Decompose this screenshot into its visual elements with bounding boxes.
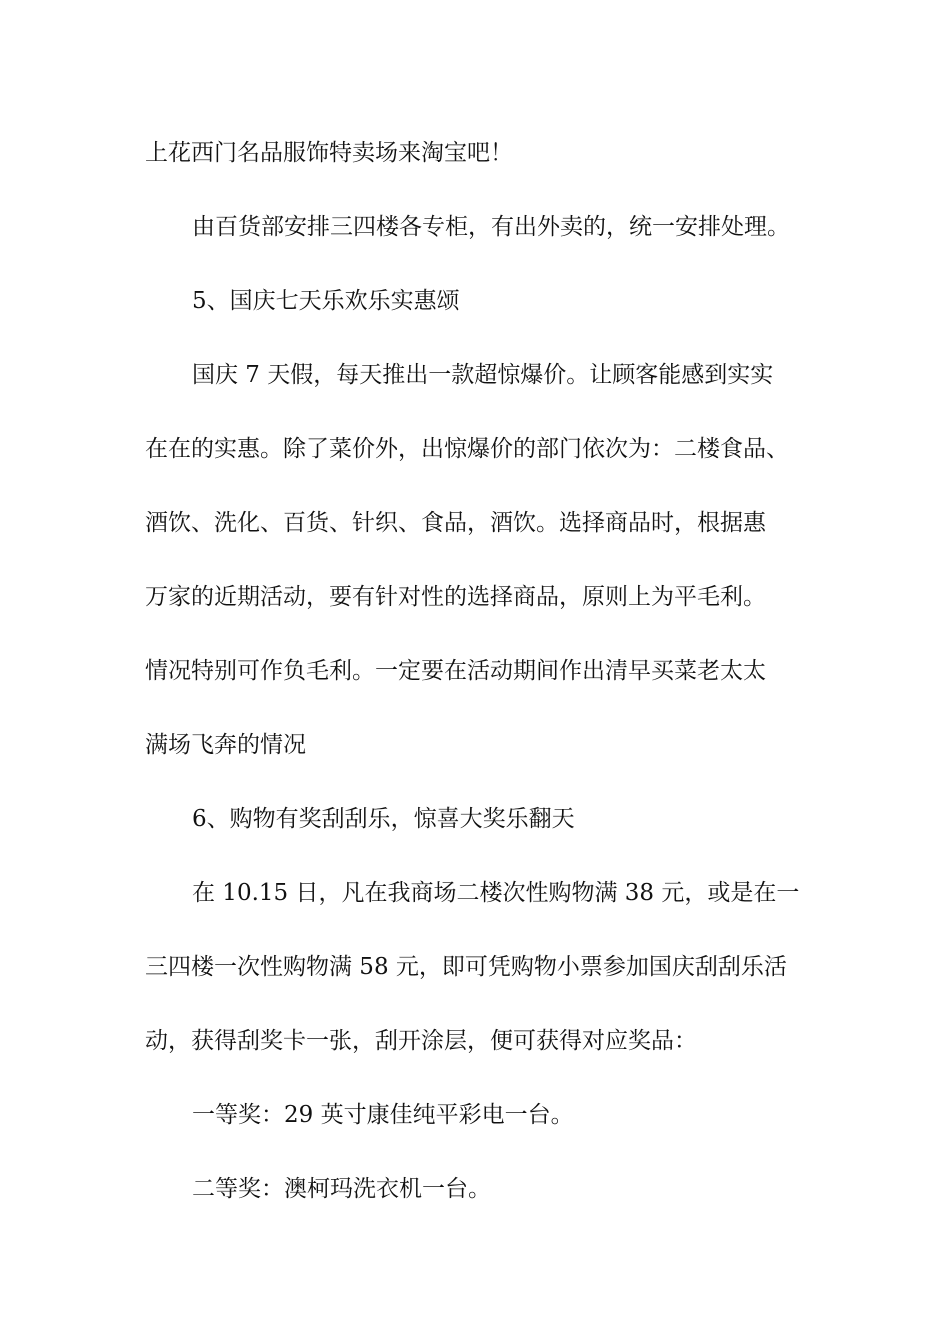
text-line-8: 情况特别可作负毛利。一定要在活动期间作出清早买菜老太太: [145, 658, 766, 684]
text-line-6: 酒饮、洗化、百货、针织、食品，酒饮。选择商品时，根据惠: [145, 510, 766, 536]
text-line-9: 满场飞奔的情况: [145, 732, 306, 758]
text-line-13: 动，获得刮奖卡一张，刮开涂层，便可获得对应奖品：: [145, 1028, 697, 1054]
section-heading-5: 5、国庆七天乐欢乐实惠颂: [192, 288, 460, 314]
section-heading-6: 6、购物有奖刮刮乐，惊喜大奖乐翻天: [192, 806, 575, 832]
text-line-11: 在 10.15 日，凡在我商场二楼次性购物满 38 元，或是在一: [192, 880, 800, 906]
text-line-1: 上花西门名品服饰特卖场来淘宝吧！: [145, 140, 513, 166]
prize-first: 一等奖：29 英寸康佳纯平彩电一台。: [192, 1102, 574, 1128]
text-line-5: 在在的实惠。除了菜价外，出惊爆价的部门依次为：二楼食品、: [145, 436, 789, 462]
text-line-7: 万家的近期活动，要有针对性的选择商品，原则上为平毛利。: [145, 584, 766, 610]
prize-second: 二等奖：澳柯玛洗衣机一台。: [192, 1176, 491, 1202]
text-line-4: 国庆 7 天假，每天推出一款超惊爆价。让顾客能感到实实: [192, 362, 774, 388]
text-line-12: 三四楼一次性购物满 58 元，即可凭购物小票参加国庆刮刮乐活: [145, 954, 787, 980]
text-line-2: 由百货部安排三四楼各专柜，有出外卖的，统一安排处理。: [192, 214, 790, 240]
